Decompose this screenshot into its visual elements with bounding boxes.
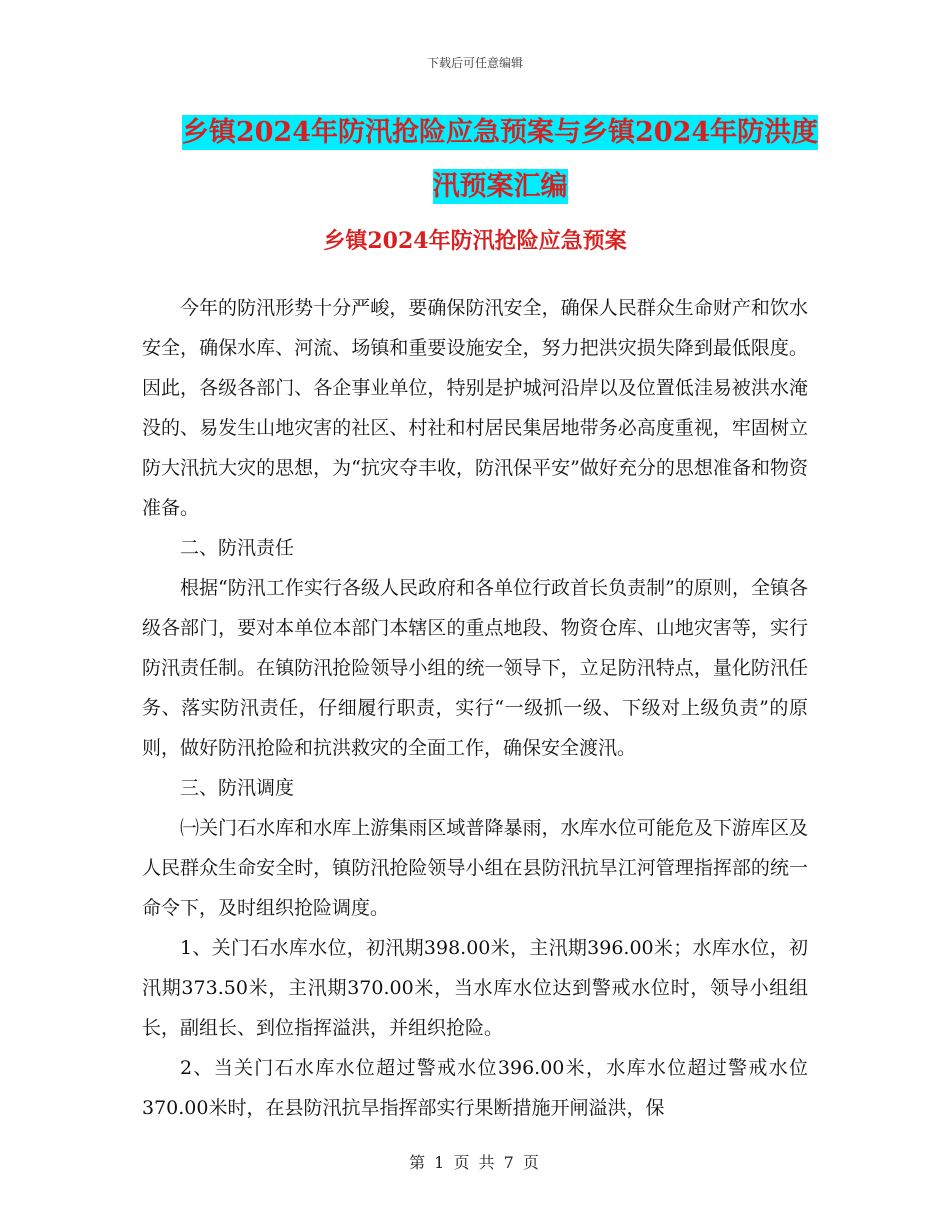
- header-note: 下载后可任意编辑: [426, 56, 523, 70]
- document-title-line-1: 乡镇2024年防汛抢险应急预案与乡镇2024年防洪度: [181, 117, 819, 148]
- paragraph-responsibility: 根据“防汛工作实行各级人民政府和各单位行政首长负责制”的原则，全镇各级各部门，要对本单位本部门本辖区的重点地段、物资仓库、山地灾害等，实行防汛责任制。在镇防汛抢险领导小组的统一领导下，立足防汛特点，量化防汛任务、落实防汛责任，仔细履行职责，实行“一级抓一级、下级对上级负责”的原则，做好防汛抢险和抗洪救灾的全面工作，确保安全渡汛。: [142, 577, 808, 759]
- page-number: 第 1 页 共 7 页: [409, 1153, 541, 1172]
- heading-flood-responsibility: 二、防汛责任: [180, 537, 295, 559]
- section-title: 乡镇2024年防汛抢险应急预案: [323, 228, 627, 254]
- document-title: [120, 106, 880, 214]
- document-title-line-2: 汛预案汇编: [432, 171, 568, 202]
- paragraph-dispatch-1: ㈠关门石水库和水库上游集雨区域普降暴雨，水库水位可能危及下游库区及人民群众生命安全时，镇防汛抢险领导小组在县防汛抗旱江河管理指挥部的统一命令下，及时组织抢险调度。: [142, 817, 808, 919]
- paragraph-dispatch-item-2: 2、当关门石水库水位超过警戒水位396.00米，水库水位超过警戒水位370.00米时，在县防汛抗旱指挥部实行果断措施开闸溢洪，保: [142, 1057, 808, 1119]
- paragraph-intro: 今年的防汛形势十分严峻，要确保防汛安全，确保人民群众生命财产和饮水安全，确保水库、河流、场镇和重要设施安全，努力把洪灾损失降到最低限度。因此，各级各部门、各企事业单位，特别是护城河沿岸以及位置低洼易被洪水淹没的、易发生山地灾害的社区、村社和村居民集居地带务必高度重视，牢固树立防大汛抗大灾的思想，为“抗灾夺丰收，防汛保平安”做好充分的思想准备和物资准备。: [142, 297, 808, 519]
- heading-flood-dispatch: 三、防汛调度: [180, 777, 295, 799]
- paragraph-dispatch-item-1: 1、关门石水库水位，初汛期398.00米，主汛期396.00米；水库水位，初汛期373.50米，主汛期370.00米，当水库水位达到警戒水位时，领导小组组长，副组长、到位指挥溢洪，并组织抢险。: [142, 937, 808, 1039]
- document-body: [142, 288, 808, 1128]
